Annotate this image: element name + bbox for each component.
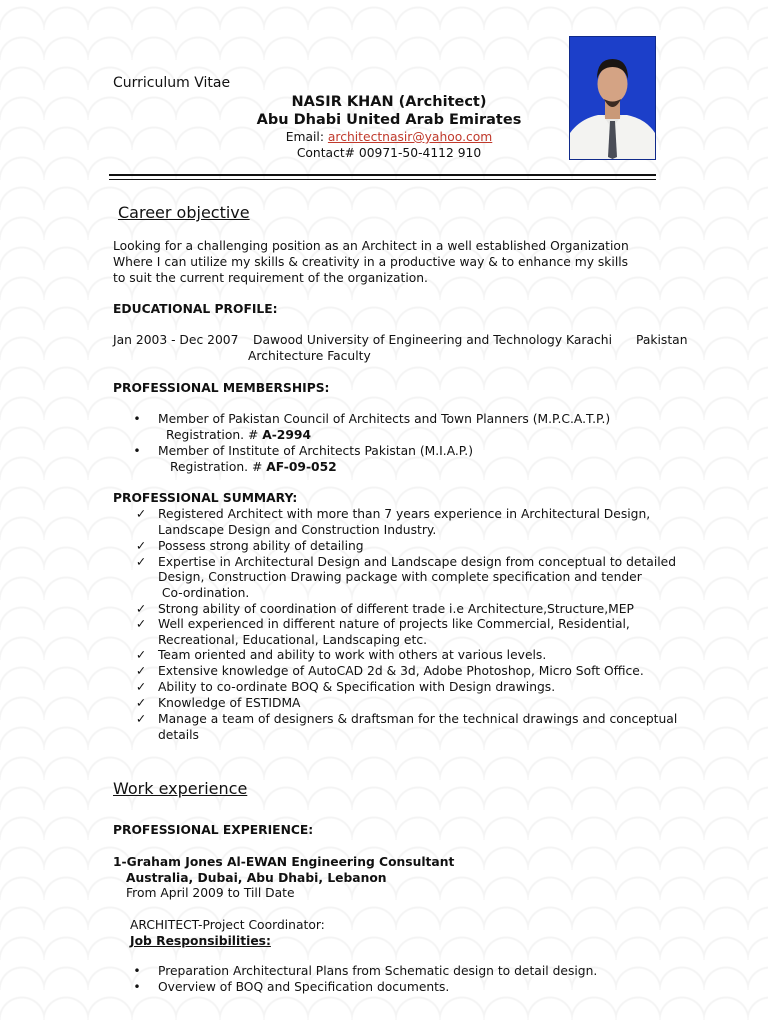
education-period: Jan 2003 - Dec 2007: [113, 333, 239, 347]
check-icon: ✓: [135, 680, 147, 694]
summary-item: Strong ability of coordination of different trade i.e Architecture,Structure,MEP: [158, 602, 634, 616]
registration-number: AF-09-052: [266, 460, 337, 474]
bullet-icon: •: [133, 444, 141, 458]
company-name: 1-Graham Jones Al-EWAN Engineering Consultant: [113, 855, 455, 869]
summary-item: Expertise in Architectural Design and Landscape design from conceptual to detailed: [158, 555, 677, 569]
summary-item: Possess strong ability of detailing: [158, 539, 364, 553]
career-line: to suit the current requirement of the organization.: [113, 271, 428, 285]
bullet-icon: •: [133, 964, 141, 978]
education-country: Pakistan: [636, 333, 688, 347]
header-divider-thin: [109, 179, 656, 180]
check-icon: ✓: [135, 555, 147, 569]
summary-item: Ability to co-ordinate BOQ & Specification with Design drawings.: [158, 680, 556, 694]
membership-registration: [166, 427, 311, 443]
bullet-icon: •: [133, 412, 141, 426]
summary-heading: PROFESSIONAL SUMMARY:: [113, 491, 298, 505]
summary-item: Well experienced in different nature of projects like Commercial, Residential,: [158, 617, 630, 631]
work-experience-heading: Work experience: [113, 779, 248, 798]
contact-number: Contact# 00971-50-4112 910: [296, 146, 482, 160]
summary-item: Landscape Design and Construction Industry.: [158, 523, 437, 537]
education-faculty: Architecture Faculty: [248, 349, 371, 363]
registration-label: Registration. #: [166, 428, 263, 442]
summary-item: Knowledge of ESTIDMA: [158, 696, 301, 710]
cv-label: Curriculum Vitae: [113, 75, 231, 91]
membership-item: Member of Institute of Architects Pakistan (M.I.A.P.): [158, 444, 474, 458]
career-line: Where I can utilize my skills & creativity in a productive way & to enhance my skills: [113, 255, 629, 269]
candidate-name: NASIR KHAN (Architect): [291, 94, 487, 110]
summary-item: Registered Architect with more than 7 years experience in Architectural Design,: [158, 507, 651, 521]
education-institution: Dawood University of Engineering and Technology Karachi: [253, 333, 612, 347]
summary-item: details: [158, 728, 199, 742]
membership-item: Member of Pakistan Council of Architects and Town Planners (M.P.C.A.T.P.): [158, 412, 611, 426]
summary-item: Manage a team of designers & draftsman for the technical drawings and conceptual: [158, 712, 678, 726]
memberships-heading: PROFESSIONAL MEMBERSHIPS:: [113, 381, 330, 395]
check-icon: ✓: [135, 712, 147, 726]
job-responsibilities-heading: Job Responsibilities:: [130, 934, 271, 948]
profile-photo: [569, 36, 656, 160]
summary-item: Team oriented and ability to work with others at various levels.: [158, 648, 547, 662]
check-icon: ✓: [135, 602, 147, 616]
candidate-location: Abu Dhabi United Arab Emirates: [256, 112, 522, 128]
summary-item: Design, Construction Drawing package with complete specification and tender: [158, 570, 642, 584]
header-divider: [109, 174, 656, 176]
career-line: Looking for a challenging position as an Architect in a well established Organization: [113, 239, 629, 253]
membership-registration: [170, 459, 337, 475]
responsibility-item: Overview of BOQ and Specification documents.: [158, 980, 450, 994]
check-icon: ✓: [135, 648, 147, 662]
employment-period: From April 2009 to Till Date: [126, 886, 295, 900]
check-icon: ✓: [135, 539, 147, 553]
education-heading: EDUCATIONAL PROFILE:: [113, 302, 278, 316]
email-label: Email:: [285, 130, 328, 144]
summary-item: Extensive knowledge of AutoCAD 2d & 3d, Adobe Photoshop, Micro Soft Office.: [158, 664, 644, 678]
summary-item: Co-ordination.: [158, 586, 250, 600]
portrait-image: [570, 37, 655, 159]
registration-number: A-2994: [262, 428, 312, 442]
check-icon: ✓: [135, 664, 147, 678]
summary-item: Recreational, Educational, Landscaping etc.: [158, 633, 427, 647]
registration-label: Registration. #: [170, 460, 267, 474]
career-objective-heading: Career objective: [118, 203, 250, 222]
bullet-icon: •: [133, 980, 141, 994]
company-locations: Australia, Dubai, Abu Dhabi, Lebanon: [126, 871, 387, 885]
check-icon: ✓: [135, 617, 147, 631]
responsibility-item: Preparation Architectural Plans from Schematic design to detail design.: [158, 964, 598, 978]
check-icon: ✓: [135, 696, 147, 710]
check-icon: ✓: [135, 507, 147, 521]
professional-experience-heading: PROFESSIONAL EXPERIENCE:: [113, 823, 314, 837]
job-role: ARCHITECT-Project Coordinator:: [130, 918, 325, 932]
email-link[interactable]: architectnasir@yahoo.com: [327, 130, 493, 144]
